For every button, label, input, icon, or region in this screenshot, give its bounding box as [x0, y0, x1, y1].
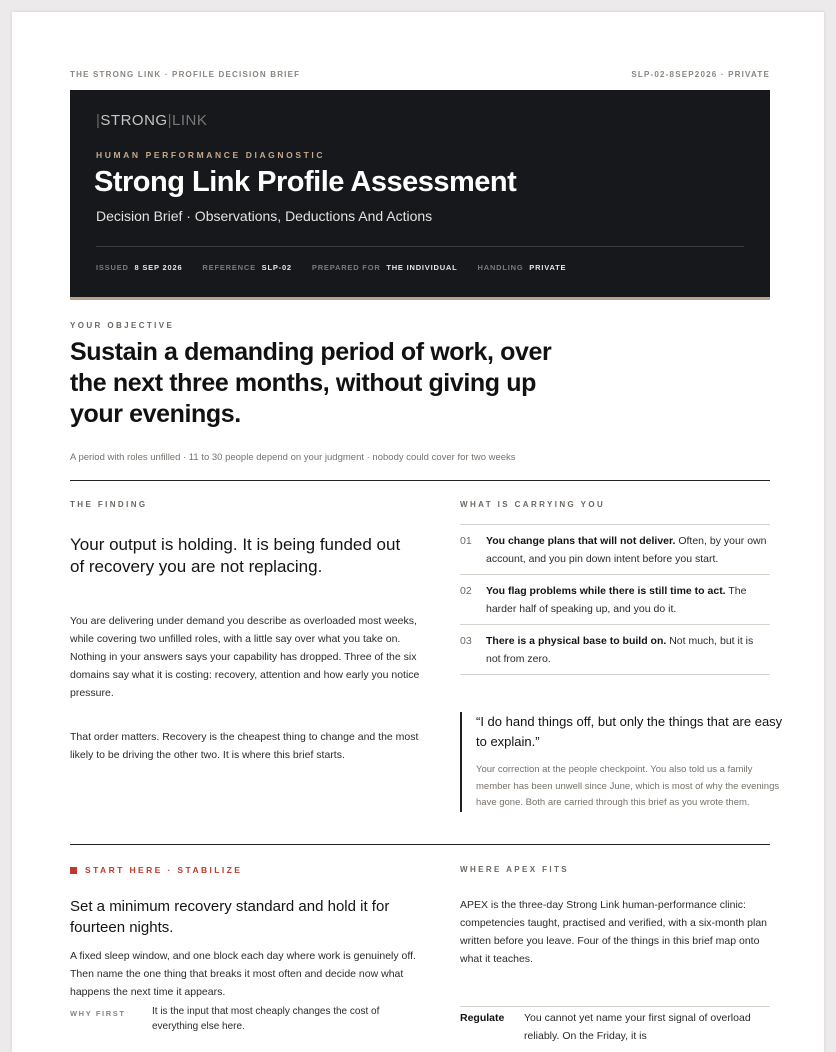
item-number: 03: [460, 635, 472, 647]
document-page: [12, 12, 824, 1052]
start-headline: Set a minimum recovery standard and hold it for fourteen nights.: [70, 898, 390, 936]
objective-statement: Sustain a demanding period of work, over the next three months, without giving up your evenings.: [70, 338, 552, 428]
section-divider: [70, 480, 770, 481]
meta-handling: HANDLING PRIVATE: [477, 263, 567, 272]
quote-note: Your correction at the people checkpoint. You also told us a family member has been unwell since June, which is most of why the evenings have gone. Both are carried through this brief as you wrote them.: [476, 764, 780, 808]
document-subtitle: Decision Brief · Observations, Deductions And Actions: [96, 208, 433, 224]
running-header-right: SLP-02-8SEP2026 · PRIVATE: [631, 70, 770, 79]
meta-issued: ISSUED 8 SEP 2026: [96, 263, 183, 272]
meta-prepared-for: PREPARED FOR THE INDIVIDUAL: [311, 263, 458, 272]
section-divider: [70, 844, 770, 845]
apex-label: WHERE APEX FITS: [460, 865, 570, 874]
pull-quote: [460, 712, 786, 812]
list-item: [460, 574, 770, 624]
why-first-value: It is the input that most cheaply changes the cost of everything else here.: [152, 1006, 380, 1032]
apex-body: APEX is the three-day Strong Link human-performance clinic: competencies taught, practised and verified, with a six-month plan written before you leave. Four of the things in this brief map onto what it teaches.: [460, 899, 767, 965]
start-here-label: START HERE · STABILIZE: [70, 865, 242, 875]
why-first-row: [70, 1004, 422, 1034]
regulate-value: You cannot yet name your first signal of overload reliably. On the Friday, it is: [524, 1012, 751, 1042]
document-title: Strong Link Profile Assessment: [94, 166, 517, 198]
item-number: 02: [460, 585, 472, 597]
finding-headline: Your output is holding. It is being funded out of recovery you are not replacing.: [70, 535, 401, 576]
finding-paragraph-2: That order matters. Recovery is the cheapest thing to change and the most likely to be driving the other two. It is where this brief starts.: [70, 731, 419, 761]
regulate-key: Regulate: [460, 1012, 505, 1024]
objective-label: YOUR OBJECTIVE: [70, 321, 175, 330]
start-body: A fixed sleep window, and one block each day where work is genuinely off. Then name the one thing that breaks it most often and decide now what happens the next time it appears.: [70, 950, 416, 998]
list-item: [460, 524, 770, 574]
red-square-icon: [70, 867, 77, 874]
finding-paragraph-1: You are delivering under demand you describe as overloaded most weeks, while covering two unfilled roles, with a little say over what you take on. Nothing in your answers says your capability has dropped. Three of the six domains say what it is costing: recovery, attention and how early you notice pressure.: [70, 615, 420, 699]
carrying-list: [460, 524, 770, 675]
banner-divider: [96, 246, 744, 247]
carrying-label: WHAT IS CARRYING YOU: [460, 500, 606, 509]
item-number: 01: [460, 535, 472, 547]
running-header: [70, 70, 770, 79]
logo-word-strong: STRONG: [100, 112, 168, 129]
logo-word-link: LINK: [171, 112, 208, 129]
title-banner: [70, 90, 770, 300]
item-text: You change plans that will not deliver. Often, by your own account, and you pin down intent before you start.: [486, 535, 767, 565]
why-first-key: WHY FIRST: [70, 1009, 126, 1018]
objective-note: A period with roles unfilled · 11 to 30 people depend on your judgment · nobody could cover for two weeks: [70, 452, 516, 463]
meta-reference: REFERENCE SLP-02: [202, 263, 292, 272]
strong-link-logo: |STRONG|LINK: [96, 112, 208, 129]
list-item: [460, 624, 770, 675]
item-text: There is a physical base to build on. Not much, but it is not from zero.: [486, 635, 754, 665]
regulate-row: [460, 1006, 770, 1045]
finding-label: THE FINDING: [70, 500, 148, 509]
item-text: You flag problems while there is still time to act. The harder half of speaking up, and you do it.: [486, 585, 747, 615]
banner-kicker: HUMAN PERFORMANCE DIAGNOSTIC: [96, 150, 326, 160]
document-meta: [96, 263, 566, 272]
running-header-left: THE STRONG LINK · PROFILE DECISION BRIEF: [70, 70, 301, 79]
quote-text: “I do hand things off, but only the things that are easy to explain.”: [476, 714, 783, 749]
